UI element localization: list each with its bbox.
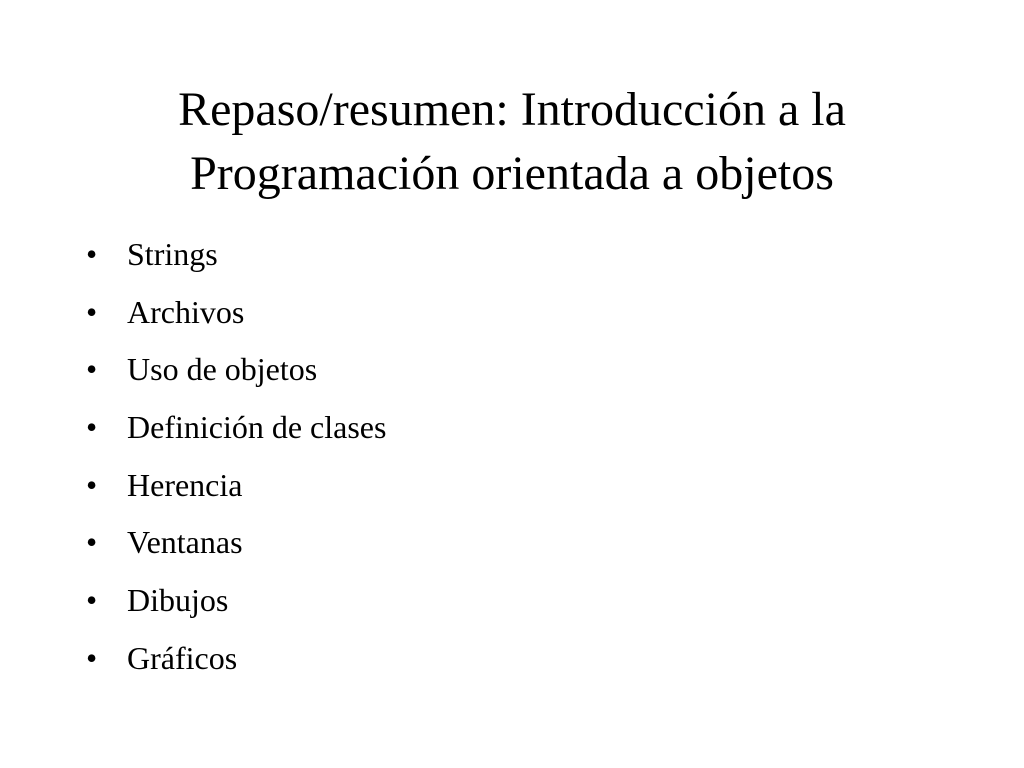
slide-title — [60, 78, 964, 206]
bullet-icon: • — [86, 409, 98, 446]
bullet-icon: • — [86, 524, 98, 561]
bullet-text: Herencia — [127, 466, 243, 503]
bullet-text: Archivos — [127, 293, 245, 330]
bullet-icon: • — [86, 582, 98, 619]
bullet-text: Strings — [127, 236, 218, 272]
bullet-text: Dibujos — [127, 582, 229, 619]
bullet-icon: • — [86, 236, 98, 272]
bullet-item-archivos — [86, 284, 946, 342]
bullet-item-definicion-de-clases — [86, 399, 946, 457]
bullet-icon: • — [86, 639, 98, 676]
bullet-text: Ventanas — [127, 524, 243, 561]
bullet-text: Definición de clases — [127, 409, 387, 446]
bullet-icon: • — [86, 351, 98, 388]
bullet-item-herencia — [86, 457, 946, 515]
bullet-item-dibujos — [86, 572, 946, 630]
bullet-item-strings — [86, 226, 946, 284]
bullet-text: Gráficos — [127, 639, 238, 676]
bullet-text: Uso de objetos — [127, 351, 318, 388]
bullet-icon: • — [86, 293, 98, 330]
bullet-item-ventanas — [86, 514, 946, 572]
slide-title-line-2: Programación orientada a objetos — [190, 147, 834, 200]
bullet-item-uso-de-objetos — [86, 341, 946, 399]
bullet-list — [86, 226, 946, 688]
bullet-icon: • — [86, 466, 98, 503]
bullet-item-graficos — [86, 630, 946, 688]
slide-title-line-1: Repaso/resumen: Introducción a la — [178, 83, 846, 136]
